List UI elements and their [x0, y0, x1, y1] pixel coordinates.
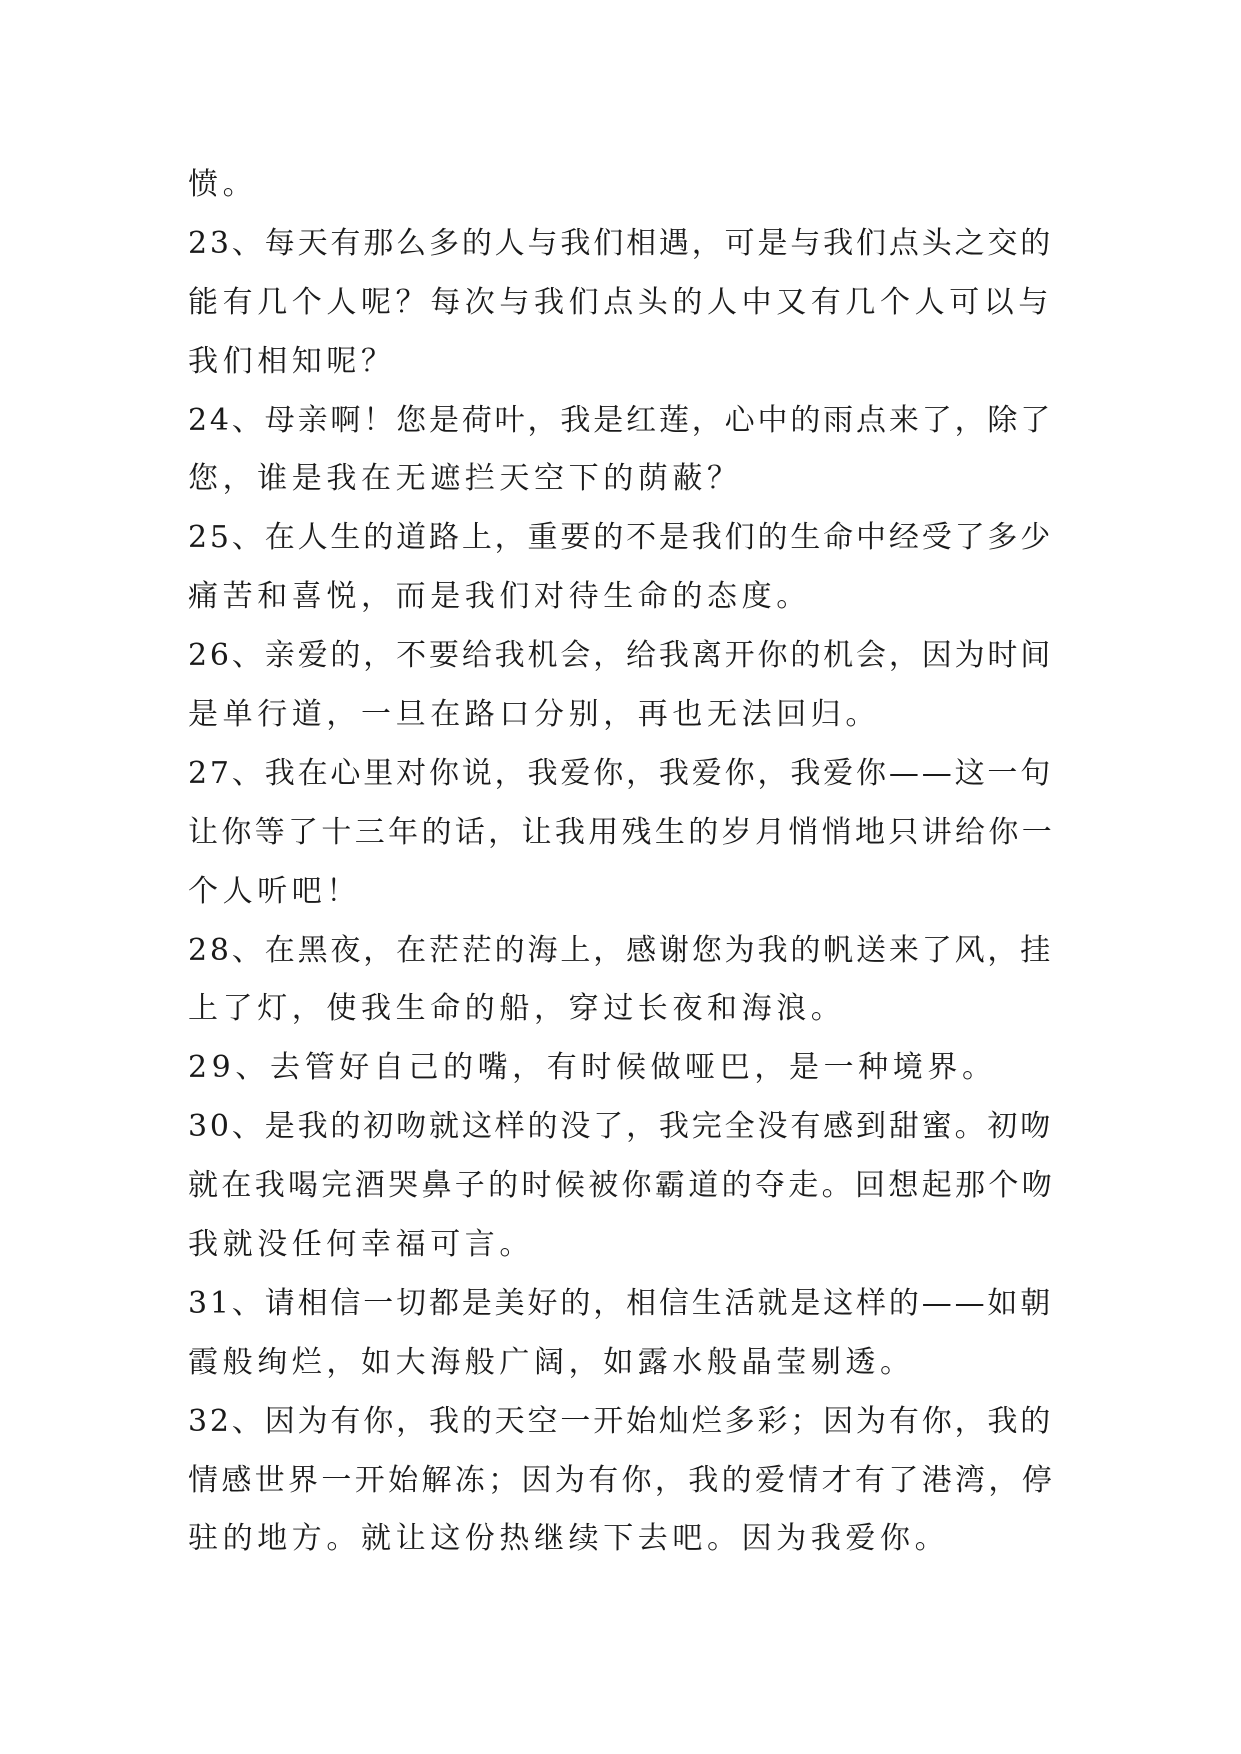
text-line: 是单行道，一旦在路口分别，再也无法回归。: [188, 697, 880, 733]
text-line: 您，谁是我在无遮拦天空下的荫蔽？: [188, 461, 742, 497]
document-body: [188, 156, 1058, 1569]
text-line: 30、是我的初吻就这样的没了，我完全没有感到甜蜜。初吻: [188, 1109, 1054, 1145]
text-line: 31、请相信一切都是美好的，相信生活就是这样的——如朝: [188, 1285, 1054, 1321]
text-line: 28、在黑夜，在茫茫的海上，感谢您为我的帆送来了风，挂: [188, 932, 1054, 968]
text-line: 让你等了十三年的话，让我用残生的岁月悄悄地只讲给你一: [188, 814, 1056, 850]
text-line: 驻的地方。就让这份热继续下去吧。因为我爱你。: [188, 1521, 950, 1557]
text-line: 25、在人生的道路上，重要的不是我们的生命中经受了多少: [188, 520, 1054, 556]
text-line: 霞般绚烂，如大海般广阔，如露水般晶莹剔透。: [188, 1344, 915, 1380]
text-line: 我们相知呢？: [188, 343, 396, 379]
text-line: 29、去管好自己的嘴，有时候做哑巴，是一种境界。: [188, 1050, 997, 1086]
text-line: 愤。: [188, 167, 258, 202]
text-line: 26、亲爱的，不要给我机会，给我离开你的机会，因为时间: [188, 638, 1054, 674]
text-line: 24、母亲啊！您是荷叶，我是红莲，心中的雨点来了，除了: [188, 402, 1054, 438]
text-line: 个人听吧！: [188, 873, 361, 909]
text-line: 32、因为有你，我的天空一开始灿烂多彩；因为有你，我的: [188, 1403, 1054, 1439]
text-line: 我就没任何幸福可言。: [188, 1227, 534, 1263]
text-line: 就在我喝完酒哭鼻子的时候被你霸道的夺走。回想起那个吻: [188, 1168, 1056, 1204]
text-line: 上了灯，使我生命的船，穿过长夜和海浪。: [188, 991, 846, 1027]
text-line: 情感世界一开始解冻；因为有你，我的爱情才有了港湾，停: [188, 1462, 1056, 1498]
text-line: 痛苦和喜悦，而是我们对待生命的态度。: [188, 579, 811, 615]
text-line: 23、每天有那么多的人与我们相遇，可是与我们点头之交的: [188, 225, 1054, 261]
text-line: 27、我在心里对你说，我爱你，我爱你，我爱你——这一句: [188, 755, 1054, 791]
text-line: 能有几个人呢？每次与我们点头的人中又有几个人可以与: [188, 284, 1053, 320]
